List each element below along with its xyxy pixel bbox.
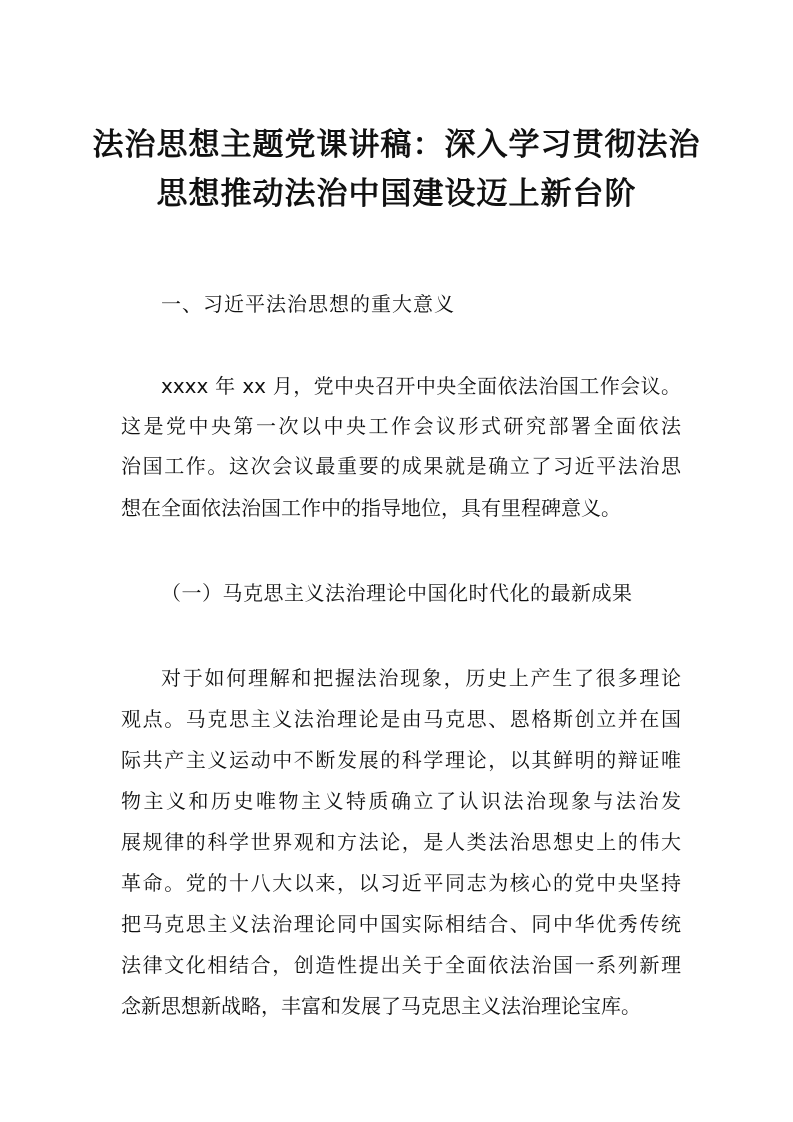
paragraph-1-line: 想在全面依法治国工作中的指导地位，具有里程碑意义。 — [121, 496, 621, 520]
section-heading: 一、习近平法治思想的重大意义 — [161, 292, 455, 316]
paragraph-1-line: 治国工作。这次会议最重要的成果就是确立了习近平法治思 — [121, 454, 681, 478]
paragraph-2-line: 念新思想新战略，丰富和发展了马克思主义法治理论宝库。 — [121, 994, 641, 1018]
document-title-line-1: 法治思想主题党课讲稿：深入学习贯彻法治 — [92, 127, 701, 163]
paragraph-2-line: 展规律的科学世界观和方法论，是人类法治思想史上的伟大 — [121, 830, 681, 854]
paragraph-2-line: 法律文化相结合，创造性提出关于全面依法治国一系列新理 — [121, 953, 681, 977]
paragraph-2-line: 对于如何理解和把握法治现象，历史上产生了很多理论 — [161, 666, 681, 690]
paragraph-1-line: 这是党中央第一次以中央工作会议形式研究部署全面依法 — [121, 414, 681, 438]
subsection-heading: （一）马克思主义法治理论中国化时代化的最新成果 — [161, 581, 633, 605]
paragraph-2-line: 革命。党的十八大以来，以习近平同志为核心的党中央坚持 — [121, 871, 681, 895]
document-title-line-2: 思想推动法治中国建设迈上新台阶 — [156, 176, 637, 212]
paragraph-2-line: 把马克思主义法治理论同中国实际相结合、同中华优秀传统 — [121, 912, 681, 936]
paragraph-2-line: 观点。马克思主义法治理论是由马克思、恩格斯创立并在国 — [121, 707, 681, 731]
paragraph-1-line: xxxx 年 xx 月，党中央召开中央全面依法治国工作会议。 — [161, 374, 681, 398]
paragraph-2-line: 物主义和历史唯物主义特质确立了认识法治现象与法治发 — [121, 789, 681, 813]
paragraph-2-line: 际共产主义运动中不断发展的科学理论，以其鲜明的辩证唯 — [121, 748, 681, 772]
